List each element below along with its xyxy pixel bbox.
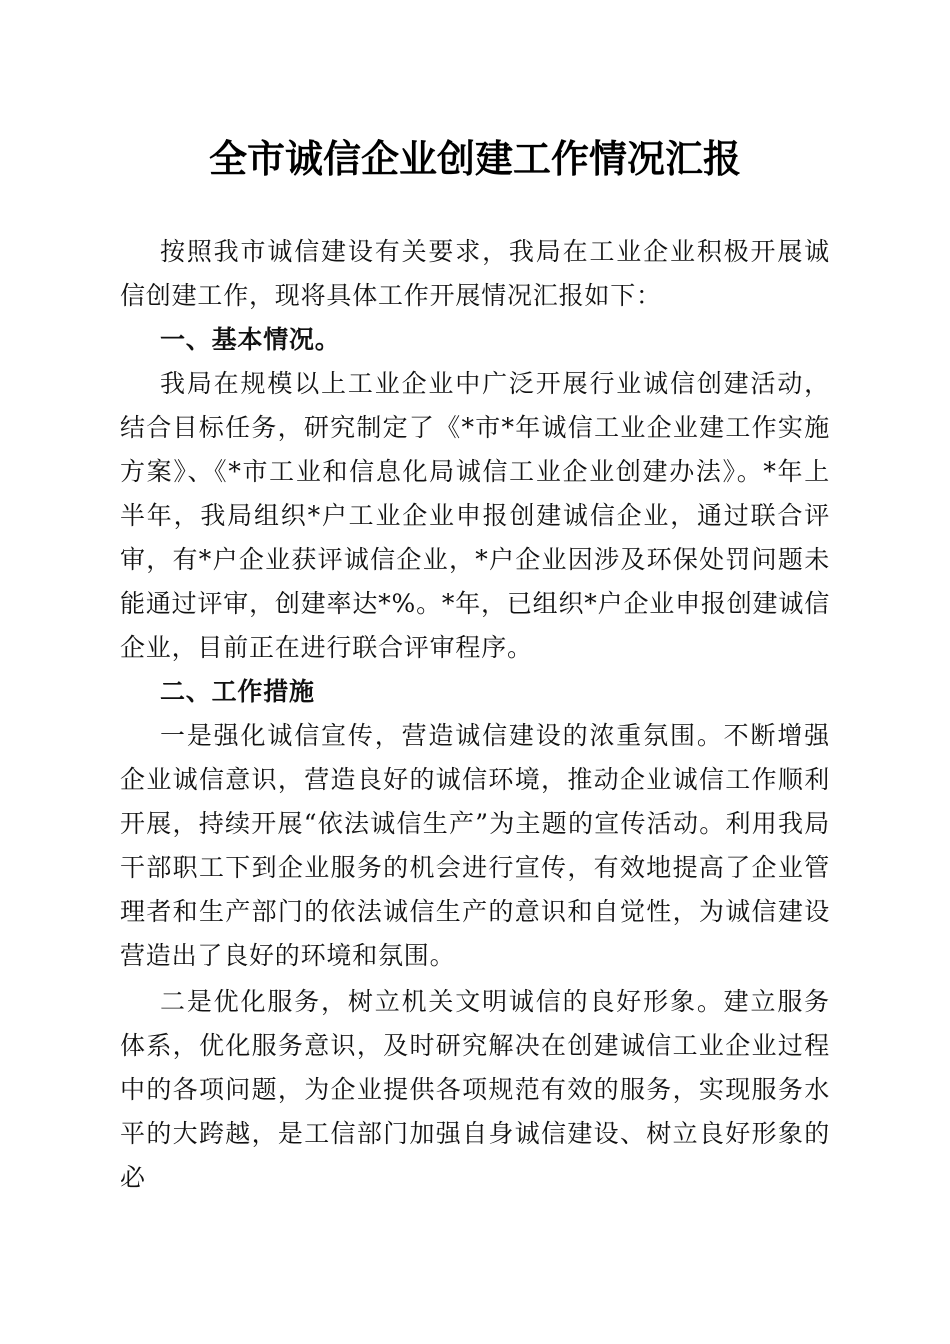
section-heading-work-measures: 二、工作措施 — [160, 677, 315, 706]
basic-situation-paragraph: 我局在规模以上工业企业中广泛开展行业诚信创建活动，结合目标任务，研究制定了《*市*年诚信工业企业建工作实施方案》、《*市工业和信息化局诚信工业企业创建办法》。*年上半年，我局组织*户工业企业申报创建诚信企业，通过联合评审，有*户企业获评诚信企业，*户企业因涉及环保处罚问题未能通过评审，创建率达*%。*年，已组织*户企业申报创建诚信企业，目前正在进行联合评审程序。 — [120, 369, 830, 662]
measure-two-paragraph: 二是优化服务，树立机关文明诚信的良好形象。建立服务体系，优化服务意识，及时研究解决在创建诚信工业企业过程中的各项问题，为企业提供各项规范有效的服务，实现服务水平的大跨越，是工信部门加强自身诚信建设、树立良好形象的必 — [120, 987, 830, 1192]
section-heading-basic-situation: 一、基本情况。 — [160, 325, 341, 354]
measure-one-paragraph: 一是强化诚信宣传，营造诚信建设的浓重氛围。不断增强企业诚信意识，营造良好的诚信环境，推动企业诚信工作顺利开展，持续开展“依法诚信生产”为主题的宣传活动。利用我局干部职工下到企业服务的机会进行宣传，有效地提高了企业管理者和生产部门的依法诚信生产的意识和自觉性，为诚信建设营造出了良好的环境和氛围。 — [120, 721, 830, 970]
intro-paragraph: 按照我市诚信建设有关要求，我局在工业企业积极开展诚信创建工作，现将具体工作开展情况汇报如下： — [120, 237, 830, 310]
document-title: 全市诚信企业创建工作情况汇报 — [208, 137, 741, 181]
document-body — [120, 230, 830, 1200]
